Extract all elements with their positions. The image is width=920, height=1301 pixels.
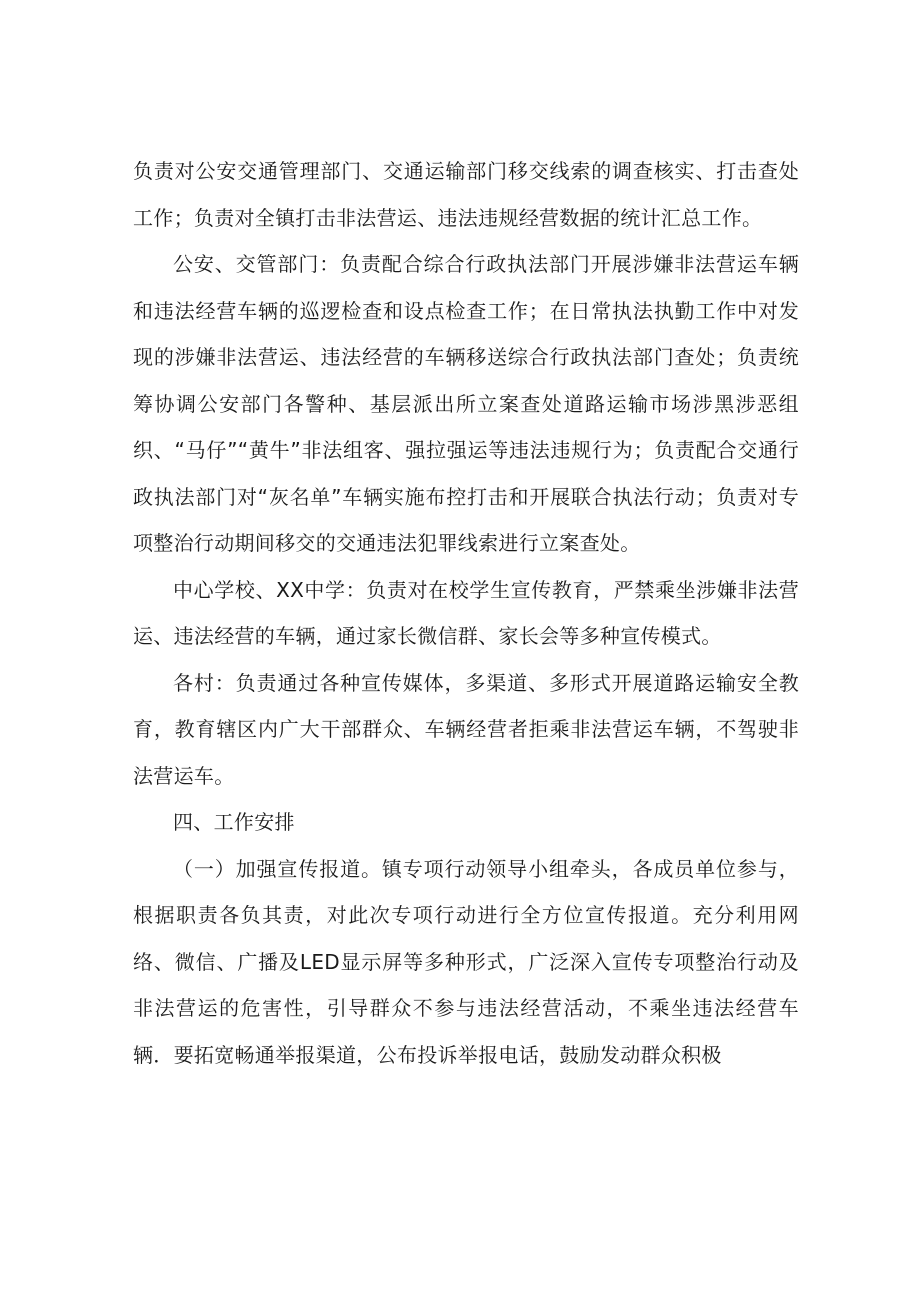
paragraph-continuation: 负责对公安交通管理部门、交通运输部门移交线索的调查核实、打击查处工作；负责对全镇打击非法营运、违法违规经营数据的统计汇总工作。 [133,159,799,230]
paragraph-villages: 各村：负责通过各种宣传媒体，多渠道、多形式开展道路运输安全教育，教育辖区内广大干部群众、车辆经营者拒乘非法营运车辆，不驾驶非法营运车。 [133,670,799,788]
paragraph-police-traffic: 公安、交管部门：负责配合综合行政执法部门开展涉嫌非法营运车辆和违法经营车辆的巡逻检查和设点检查工作；在日常执法执勤工作中对发现的涉嫌非法营运、违法经营的车辆移送综合行政执法部门查处；负责统筹协调公安部门各警种、基层派出所立案查处道路运输市场涉黑涉恶组织、“马仔”“黄牛”非法组客、强拉强运等违法违规行为；负责配合交通行政执法部门对“灰名单”车辆实施布控打击和开展联合执法行动；负责对专项整治行动期间移交的交通违法犯罪线索进行立案查处。 [133,252,799,555]
paragraph-schools: 中心学校、XX中学：负责对在校学生宣传教育，严禁乘坐涉嫌非法营运、违法经营的车辆，通过家长微信群、家长会等多种宣传模式。 [133,577,799,648]
section-heading-work-arrangement: 四、工作安排 [173,810,295,834]
paragraph-publicity: （一）加强宣传报道。镇专项行动领导小组牵头，各成员单位参与，根据职责各负其责，对此次专项行动进行全方位宣传报道。充分利用网络、微信、广播及LED显示屏等多种形式，广泛深入宣传专项整治行动及非法营运的危害性，引导群众不参与违法经营活动，不乘坐违法经营车辆．要拓宽畅通举报渠道，公布投诉举报电话，鼓励发动群众积极 [133,856,799,1067]
document-body [133,148,799,1078]
